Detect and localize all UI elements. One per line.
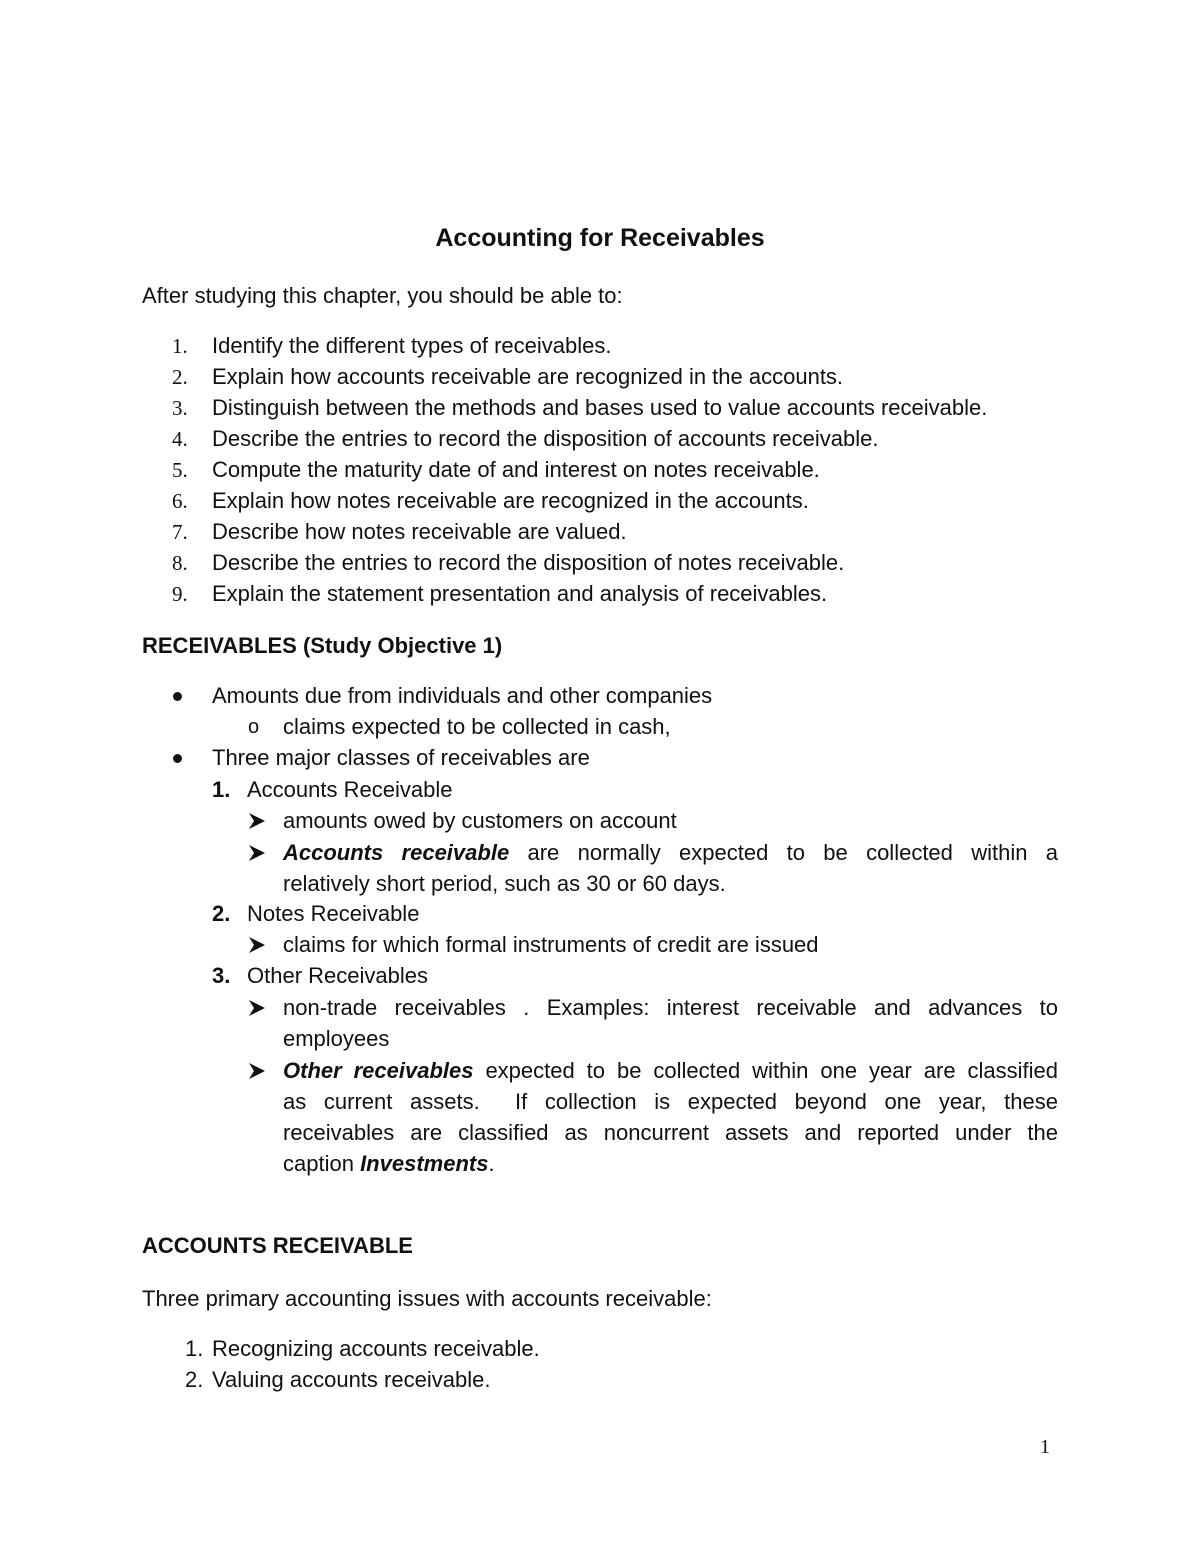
list-text: Describe how notes receivable are valued.: [212, 519, 627, 544]
paragraph-text: are normally expected to be collected within a: [509, 840, 1059, 865]
paragraph-line: as current assets. If collection is expected beyond one year, these: [283, 1089, 1058, 1114]
list-number: 8.: [172, 551, 188, 575]
list-text: Explain the statement presentation and analysis of receivables.: [212, 581, 828, 606]
intro-text: After studying this chapter, you should be able to:: [142, 283, 623, 308]
list-number: 1.: [172, 334, 188, 358]
class-name: Other Receivables: [247, 963, 428, 988]
paragraph-line: [283, 1148, 1058, 1179]
class-number: 1.: [212, 777, 231, 802]
class-number: 3.: [212, 963, 231, 988]
list-number: 1.: [185, 1336, 204, 1361]
list-text: Compute the maturity date of and interest on notes receivable.: [212, 457, 820, 482]
paragraph-text: caption: [283, 1151, 361, 1176]
class-number: 2.: [212, 901, 231, 926]
list-number: 4.: [172, 427, 188, 451]
arrow-bullet-icon: [247, 935, 267, 955]
paragraph-line: non-trade receivables . Examples: interest receivable and advances to: [283, 995, 1058, 1020]
list-text: Describe the entries to record the disposition of notes receivable.: [212, 550, 845, 575]
arrow-bullet-icon: [247, 811, 267, 831]
list-text: Explain how notes receivable are recognized in the accounts.: [212, 488, 809, 513]
page-title: Accounting for Receivables: [435, 224, 765, 252]
list-number: 2.: [185, 1367, 204, 1392]
list-number: 3.: [172, 396, 188, 420]
receivables-heading: RECEIVABLES (Study Objective 1): [142, 633, 503, 658]
sub-bullet-text: claims expected to be collected in cash,: [283, 714, 671, 739]
point-paragraph: [283, 992, 1058, 1054]
list-number: 7.: [172, 520, 188, 544]
point-text: claims for which formal instruments of credit are issued: [283, 932, 819, 957]
emphasis-term: Other receivables: [283, 1058, 474, 1083]
list-text: Describe the entries to record the disposition of accounts receivable.: [212, 426, 879, 451]
list-number: 6.: [172, 489, 188, 513]
list-number: 5.: [172, 458, 188, 482]
paragraph-text: .: [488, 1151, 495, 1176]
paragraph-text: expected to be collected within one year are classified: [473, 1058, 1058, 1083]
paragraph-line: relatively short period, such as 30 or 60 days.: [283, 871, 726, 896]
point-paragraph: [283, 1055, 1058, 1179]
circle-bullet-icon: o: [248, 716, 260, 738]
list-number: 2.: [172, 365, 188, 389]
page-number: 1: [1040, 1436, 1050, 1458]
point-text: amounts owed by customers on account: [283, 808, 677, 833]
arrow-bullet-icon: [247, 998, 267, 1018]
list-text: Explain how accounts receivable are recognized in the accounts.: [212, 364, 844, 389]
arrow-bullet-icon: [247, 843, 267, 863]
class-name: Notes Receivable: [247, 901, 420, 926]
list-number: 9.: [172, 582, 188, 606]
bullet-text: Three major classes of receivables are: [212, 745, 590, 770]
list-text: Identify the different types of receivables.: [212, 333, 612, 358]
arrow-bullet-icon: [247, 1061, 267, 1081]
bullet-dot-icon: [173, 692, 182, 701]
emphasis-term: Accounts receivable: [283, 840, 510, 865]
emphasis-term: Investments: [360, 1151, 489, 1176]
point-paragraph: [283, 837, 1058, 899]
bullet-dot-icon: [173, 754, 182, 763]
list-text: Valuing accounts receivable.: [212, 1367, 491, 1392]
accounts-receivable-heading: ACCOUNTS RECEIVABLE: [142, 1233, 413, 1258]
bullet-text: Amounts due from individuals and other companies: [212, 683, 713, 708]
list-text: Distinguish between the methods and bases used to value accounts receivable.: [212, 395, 988, 420]
paragraph-line: receivables are classified as noncurrent assets and reported under the: [283, 1120, 1058, 1145]
paragraph-line: [283, 837, 1058, 868]
list-text: Recognizing accounts receivable.: [212, 1336, 540, 1361]
paragraph-line: [283, 1055, 1058, 1086]
paragraph-line: employees: [283, 1026, 390, 1051]
class-name: Accounts Receivable: [247, 777, 453, 802]
section-intro-text: Three primary accounting issues with accounts receivable:: [142, 1286, 712, 1311]
